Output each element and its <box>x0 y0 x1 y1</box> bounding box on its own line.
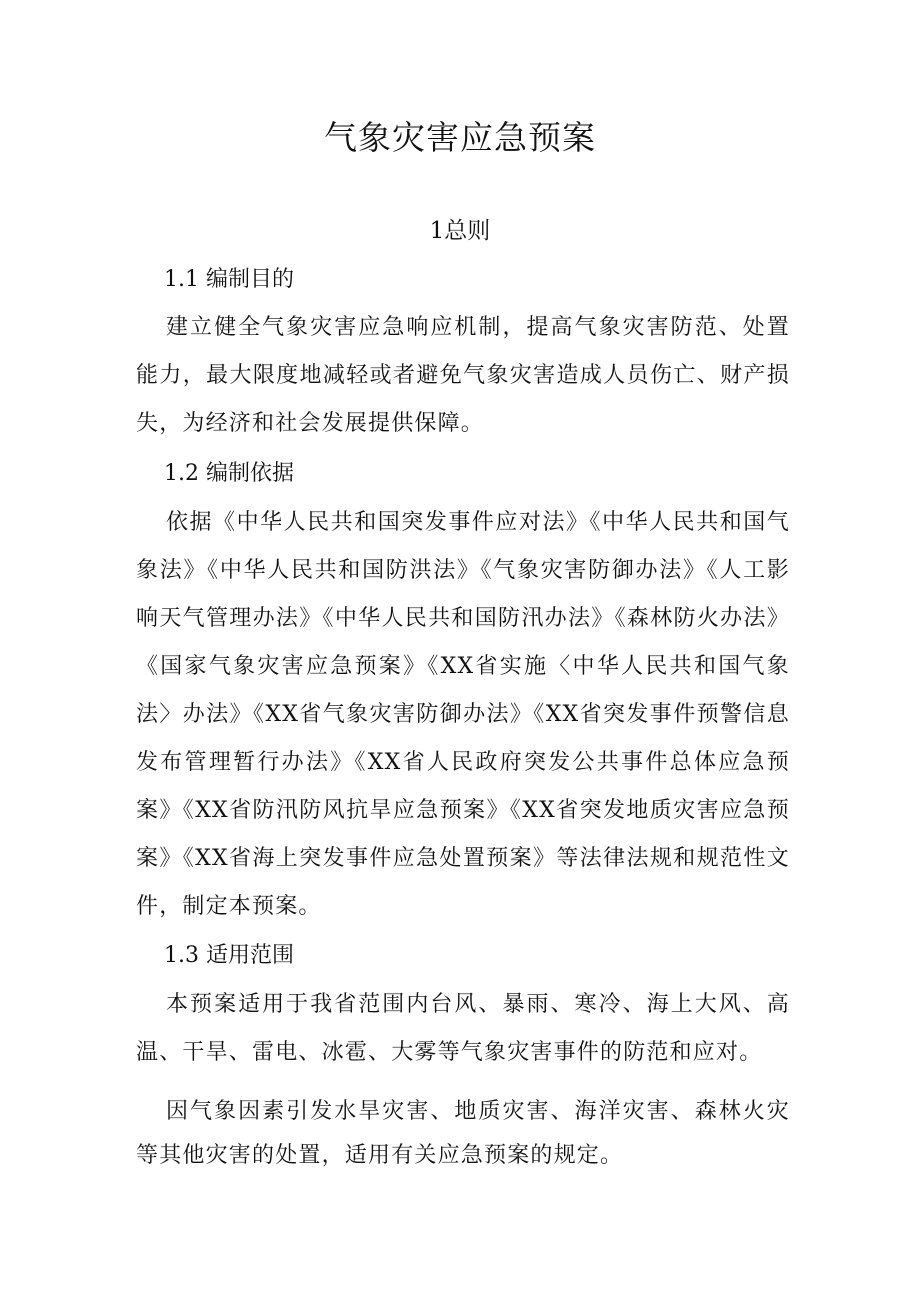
section-heading-general: 1总则 <box>429 218 491 244</box>
subheading-scope: 1.3 适用范围 <box>164 943 294 968</box>
paragraph-purpose: 建立健全气象灾害应急响应机制，提高气象灾害防范、处置能力，最大限度地减轻或者避免气象灾害造成人员伤亡、财产损失，为经济和社会发展提供保障。 <box>136 315 790 436</box>
subheading-basis: 1.2 编制依据 <box>164 461 294 486</box>
paragraph-scope-2: 因气象因素引发水旱灾害、地质灾害、海洋灾害、森林火灾等其他灾害的处置，适用有关应急预案的规定。 <box>136 1099 790 1168</box>
paragraph-basis: 依据《中华人民共和国突发事件应对法》《中华人民共和国气象法》《中华人民共和国防洪法》《气象灾害防御办法》《人工影响天气管理办法》《中华人民共和国防汛办法》《森林防火办法》《国家气象灾害应急预案》《XX省实施〈中华人民共和国气象法〉办法》《XX省气象灾害防御办法》《XX省突发事件预警信息发布管理暂行办法》《XX省人民政府突发公共事件总体应急预案》《XX省防汛防风抗旱应急预案》《XX省突发地质灾害应急预案》《XX省海上突发事件应急处置预案》等法律法规和规范性文件，制定本预案。 <box>136 510 790 919</box>
subheading-purpose: 1.1 编制目的 <box>164 267 294 292</box>
document-title: 气象灾害应急预案 <box>324 118 596 157</box>
paragraph-scope-1: 本预案适用于我省范围内台风、暴雨、寒冷、海上大风、高温、干旱、雷电、冰雹、大雾等气象灾害事件的防范和应对。 <box>136 992 790 1065</box>
